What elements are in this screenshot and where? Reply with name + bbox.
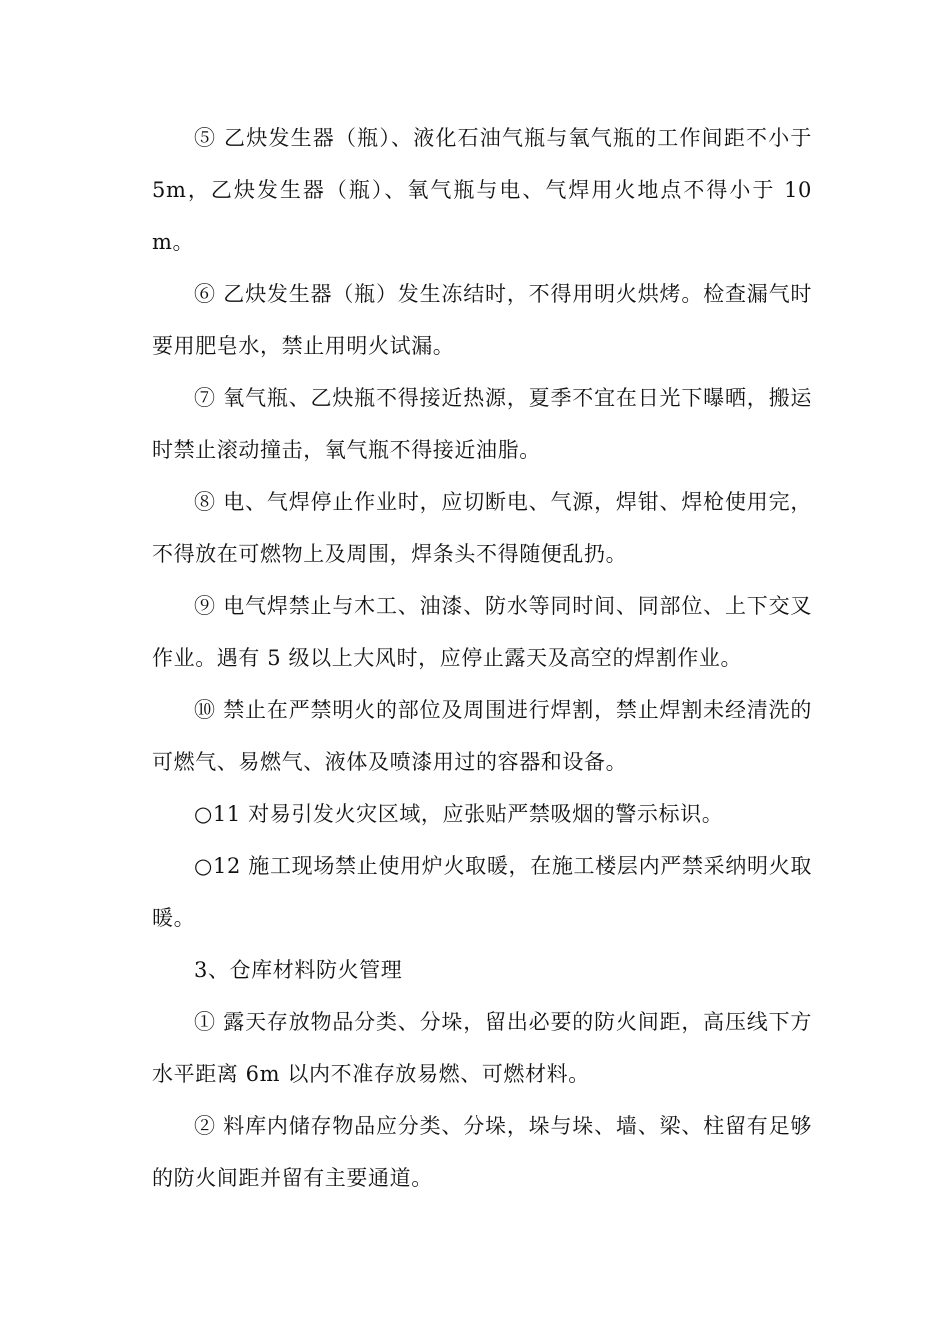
paragraph-item-6: ⑥ 乙炔发生器（瓶）发生冻结时，不得用明火烘烤。检查漏气时要用肥皂水，禁止用明火试漏。 xyxy=(152,282,812,358)
paragraph-item-12: ○12 施工现场禁止使用炉火取暖，在施工楼层内严禁采纳明火取暖。 xyxy=(152,854,812,930)
paragraph-item-9: ⑨ 电气焊禁止与木工、油漆、防水等同时间、同部位、上下交叉作业。遇有 5 级以上大风时，应停止露天及高空的焊割作业。 xyxy=(152,594,812,670)
paragraph-item-8: ⑧ 电、气焊停止作业时，应切断电、气源，焊钳、焊枪使用完，不得放在可燃物上及周围，焊条头不得随便乱扔。 xyxy=(152,490,812,566)
paragraph-warehouse-item-1: ① 露天存放物品分类、分垛，留出必要的防火间距，高压线下方水平距离 6m 以内不准存放易燃、可燃材料。 xyxy=(152,1010,812,1086)
paragraph-item-7: ⑦ 氧气瓶、乙炔瓶不得接近热源，夏季不宜在日光下曝晒，搬运时禁止滚动撞击，氧气瓶不得接近油脂。 xyxy=(152,386,812,462)
paragraph-item-10: ⑩ 禁止在严禁明火的部位及周围进行焊割，禁止焊割未经清洗的可燃气、易燃气、液体及喷漆用过的容器和设备。 xyxy=(152,698,812,774)
paragraph-item-11: ○11 对易引发火灾区域，应张贴严禁吸烟的警示标识。 xyxy=(194,802,724,826)
paragraph-warehouse-item-2: ② 料库内储存物品应分类、分垛，垛与垛、墙、梁、柱留有足够的防火间距并留有主要通道。 xyxy=(152,1114,812,1190)
paragraph-item-5: ⑤ 乙炔发生器（瓶）、液化石油气瓶与氧气瓶的工作间距不小于 5m，乙炔发生器（瓶）、氧气瓶与电、气焊用火地点不得小于 10m。 xyxy=(152,126,812,254)
document-body xyxy=(152,112,812,1204)
section-heading-warehouse-fire-management: 3、仓库材料防火管理 xyxy=(194,958,403,982)
